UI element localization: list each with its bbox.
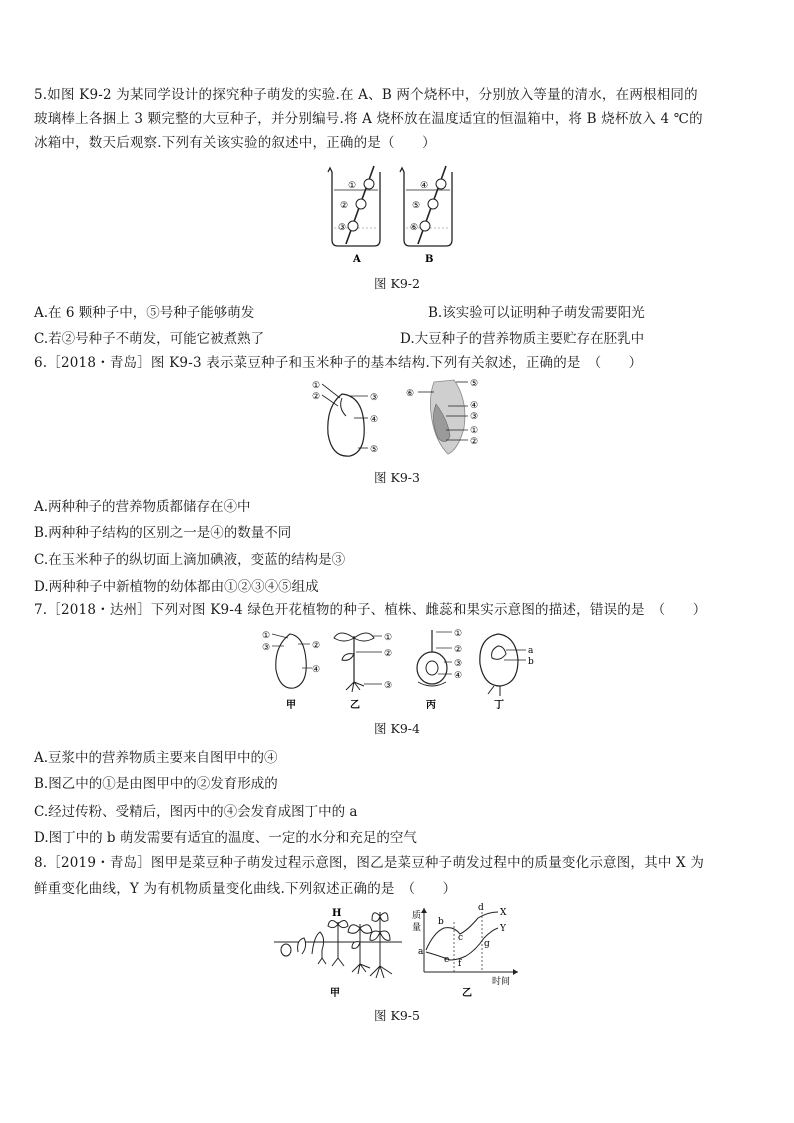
yi-label-3: ③: [384, 681, 393, 691]
seed-label-3: ③: [338, 223, 347, 233]
q7-option-d: D.图丁中的 b 萌发需要有适宜的温度、一定的水分和充足的空气: [34, 830, 417, 846]
bing-label-2: ②: [454, 645, 463, 655]
ding-label-a: a: [528, 646, 534, 656]
point-c: c: [458, 933, 464, 943]
corn-label-4: ④: [470, 401, 479, 411]
q6-option-a: A.两种种子的营养物质都储存在④中: [34, 499, 251, 515]
ding-caption: 丁: [494, 700, 504, 711]
jia-label-2: ②: [312, 641, 321, 651]
caption-k9-5: 图 K9-5: [374, 1008, 420, 1023]
q5-option-c: C.若②号种子不萌发，可能它被煮熟了: [34, 331, 265, 347]
q7-option-c: C.经过传粉、受精后，图丙中的④会发育成图丁中的 a: [34, 804, 358, 820]
beaker-a-label: A: [353, 254, 361, 265]
xlabel-time: 时间: [492, 977, 511, 987]
seed-label-6: ⑥: [410, 223, 419, 233]
seed-label-1: ①: [348, 181, 357, 191]
seed-label-5: ⑤: [412, 201, 421, 211]
bean-label-2: ②: [312, 392, 321, 402]
point-b: b: [438, 917, 444, 927]
bing-label-4: ④: [454, 671, 463, 681]
corn-label-5: ⑤: [470, 379, 479, 389]
q8-stem-line-1: 8.［2019・青岛］图甲是菜豆种子萌发过程示意图，图乙是菜豆种子萌发过程中的质量变化示意图，其中 X 为: [34, 855, 705, 871]
germination-sequence-jia: [274, 908, 402, 999]
q6-option-c: C.在玉米种子的纵切面上滴加碘液，变蓝的结构是③: [34, 552, 346, 568]
jia-label-3: ③: [262, 643, 271, 653]
ylabel-1: 质: [412, 911, 422, 921]
q7-option-a: A.豆浆中的营养物质主要来自图甲中的④: [34, 750, 278, 766]
beaker-b-label: B: [425, 254, 434, 265]
label-H: H: [332, 908, 342, 919]
point-a: a: [418, 947, 424, 957]
q6-option-b: B.两种种子结构的区别之一是④的数量不同: [34, 525, 292, 541]
bean-label-1: ①: [312, 381, 321, 391]
figure-k9-2-beakers: [318, 162, 458, 270]
seed-label-4: ④: [420, 181, 429, 191]
yi-caption-k9-5: 乙: [462, 988, 472, 999]
bing-caption: 丙: [426, 700, 436, 711]
corn-label-1: ①: [470, 426, 479, 436]
yi-label-1: ①: [384, 633, 393, 643]
ding-label-b: b: [528, 657, 534, 667]
bing-label-3: ③: [454, 659, 463, 669]
beaker-b: [400, 166, 452, 265]
q5-option-d: D.大豆种子的营养物质主要贮存在胚乳中: [400, 331, 645, 347]
ylabel-2: 量: [412, 923, 422, 933]
yi-label-2: ②: [384, 649, 393, 659]
bean-label-3: ③: [370, 393, 379, 403]
fruit-diagram-ding: [480, 634, 534, 711]
plant-diagram-yi: [334, 633, 392, 711]
q5-option-b: B.该实验可以证明种子萌发需要阳光: [428, 305, 645, 321]
seed-diagram-jia: [262, 631, 320, 711]
caption-k9-2: 图 K9-2: [374, 276, 420, 291]
point-f: f: [458, 959, 462, 969]
q5-stem-line-1: 5.如图 K9-2 为某同学设计的探究种子萌发的实验.在 A、B 两个烧杯中，分别放入等量的清水，在两根相同的: [34, 87, 698, 103]
series-x-label: X: [500, 908, 507, 918]
jia-label-1: ①: [262, 631, 271, 641]
q5-stem-line-2: 玻璃棒上各捆上 3 颗完整的大豆种子，并分别编号.将 A 烧杯放在温度适宜的恒温箱中，将 B 烧杯放入 4 ℃的: [34, 111, 703, 127]
q6-stem-line-1: 6.［2018・青岛］图 K9-3 表示菜豆种子和玉米种子的基本结构.下列有关叙述，正确的是 （ ）: [34, 355, 643, 371]
point-g: g: [484, 939, 490, 949]
q8-stem-line-2: 鲜重变化曲线，Y 为有机物质量变化曲线.下列叙述正确的是 （ ）: [34, 881, 457, 897]
yi-caption: 乙: [350, 700, 360, 711]
caption-k9-3: 图 K9-3: [374, 470, 420, 485]
figure-k9-4-plant-parts: [260, 624, 550, 712]
pistil-diagram-bing: [417, 629, 462, 711]
figure-k9-5-germination: [272, 902, 532, 1000]
corn-label-3: ③: [470, 412, 479, 422]
beaker-a: [328, 166, 380, 265]
q6-option-d: D.两种种子中新植物的幼体都由①②③④⑤组成: [34, 579, 319, 595]
corn-label-6: ⑥: [406, 389, 415, 399]
seed-label-2: ②: [340, 201, 349, 211]
caption-k9-4: 图 K9-4: [374, 721, 420, 736]
q7-stem-line-1: 7.［2018・达州］下列对图 K9-4 绿色开花植物的种子、植株、雌蕊和果实示意图的描述，错误的是 （ ）: [34, 602, 707, 618]
jia-caption-k9-5: 甲: [330, 988, 340, 999]
q5-option-a: A.在 6 颗种子中，⑤号种子能够萌发: [34, 305, 255, 321]
jia-label-4: ④: [312, 665, 321, 675]
bean-label-4: ④: [370, 415, 379, 425]
point-e: e: [444, 955, 450, 965]
series-y-label: Y: [500, 924, 506, 934]
bing-label-1: ①: [454, 629, 463, 639]
mass-curve-chart-yi: [412, 903, 518, 999]
jia-caption: 甲: [286, 700, 296, 711]
corn-seed-diagram: [406, 379, 478, 454]
q5-stem-line-3: 冰箱中，数天后观察.下列有关该实验的叙述中，正确的是（ ）: [34, 135, 436, 151]
corn-label-2: ②: [470, 437, 479, 447]
bean-seed-diagram: [312, 381, 378, 456]
bean-label-5: ⑤: [370, 445, 379, 455]
q7-option-b: B.图乙中的①是由图甲中的②发育形成的: [34, 776, 278, 792]
point-d: d: [478, 903, 484, 913]
figure-k9-3-seeds: [308, 376, 498, 460]
